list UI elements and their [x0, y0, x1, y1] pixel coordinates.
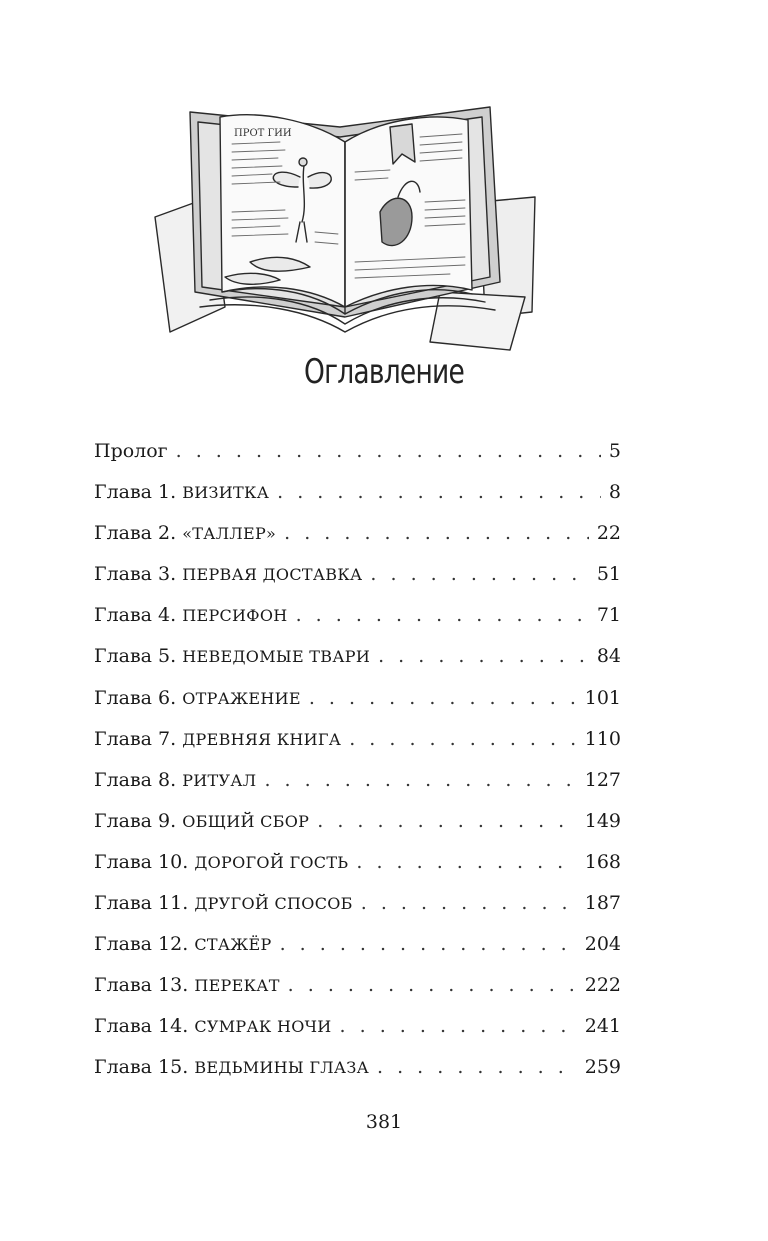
- toc-entry-page: 241: [584, 1015, 621, 1038]
- toc-entry-page: 22: [596, 522, 621, 545]
- toc-leader-dots: [296, 604, 589, 626]
- toc-entry: [94, 687, 621, 728]
- toc-entry-page: 187: [584, 892, 621, 915]
- toc-leader-dots: [356, 851, 576, 873]
- toc-entry-prefix: Глава 3.: [94, 563, 177, 586]
- toc-leader-dots: [277, 481, 601, 503]
- toc-entry: [94, 810, 621, 851]
- page-number: 381: [365, 1111, 403, 1133]
- toc-entry: [94, 1015, 621, 1056]
- toc-entry-label: [94, 810, 309, 832]
- toc-entry: [94, 769, 621, 810]
- toc-entry: [94, 728, 621, 769]
- toc-entry-title: ОБЩИЙ СБОР: [182, 811, 310, 831]
- toc-entry-title: ДРУГОЙ СПОСОБ: [194, 894, 353, 914]
- toc-entry-page: 222: [584, 974, 621, 997]
- open-book-illustration: [150, 92, 540, 357]
- toc-entry-title: ПЕРСИФОН: [182, 606, 288, 626]
- toc-entry-title: «ТАЛЛЕР»: [182, 524, 277, 544]
- toc-entry-prefix: Глава 5.: [94, 645, 177, 668]
- toc-entry-prefix: Глава 9.: [94, 809, 177, 832]
- toc-entry-label: [94, 481, 269, 503]
- table-of-contents: [94, 440, 621, 1098]
- toc-entry-label: [94, 974, 280, 996]
- toc-entry-label: [94, 1056, 369, 1078]
- toc-entry-prefix: Глава 8.: [94, 768, 177, 791]
- toc-entry-title: СУМРАК НОЧИ: [194, 1017, 332, 1037]
- toc-entry-title: ПЕРЕКАТ: [194, 976, 280, 996]
- illustration-page-heading: ПРОТ ГИИ: [234, 128, 292, 139]
- toc-entry-prefix: Глава 7.: [94, 727, 177, 750]
- toc-entry-title: ДОРОГОЙ ГОСТЬ: [194, 852, 349, 872]
- toc-leader-dots: [309, 687, 577, 709]
- toc-entry-page: 5: [608, 440, 621, 462]
- toc-entry-title: ДРЕВНЯЯ КНИГА: [182, 729, 342, 749]
- toc-entry-page: 71: [596, 604, 621, 627]
- toc-entry-prefix: Глава 10.: [94, 850, 189, 873]
- toc-entry-page: 149: [584, 809, 621, 832]
- toc-leader-dots: [176, 440, 601, 462]
- toc-entry-prefix: Глава 2.: [94, 522, 177, 545]
- toc-entry: [94, 522, 621, 563]
- toc-entry-label: [94, 604, 288, 626]
- toc-entry: [94, 892, 621, 933]
- toc-entry: [94, 604, 621, 645]
- toc-heading: Оглавление: [304, 352, 464, 392]
- toc-leader-dots: [377, 1056, 577, 1078]
- toc-entry-label: [94, 687, 301, 709]
- toc-entry-prefix: Глава 15.: [94, 1056, 189, 1079]
- toc-leader-dots: [280, 933, 577, 955]
- toc-entry-page: 84: [596, 645, 621, 668]
- toc-entry-prefix: Глава 11.: [94, 892, 189, 915]
- toc-entry: [94, 933, 621, 974]
- toc-entry: [94, 974, 621, 1015]
- toc-entry-label: [94, 892, 353, 914]
- toc-entry-label: [94, 728, 341, 750]
- toc-entry-label: [94, 522, 276, 544]
- toc-leader-dots: [340, 1015, 577, 1037]
- toc-entry-label: [94, 440, 168, 462]
- toc-entry-prefix: Пролог: [94, 440, 168, 462]
- toc-entry-page: 127: [584, 768, 621, 791]
- toc-entry: [94, 1056, 621, 1097]
- toc-entry-title: ВИЗИТКА: [182, 483, 270, 503]
- toc-entry-label: [94, 1015, 332, 1037]
- toc-entry: [94, 563, 621, 604]
- toc-entry-title: РИТУАЛ: [182, 770, 257, 790]
- toc-entry-title: ПЕРВАЯ ДОСТАВКА: [182, 565, 363, 585]
- toc-entry: [94, 440, 621, 481]
- toc-entry-prefix: Глава 4.: [94, 604, 177, 627]
- toc-entry-label: [94, 645, 370, 667]
- toc-entry-page: 51: [596, 563, 621, 586]
- toc-entry-prefix: Глава 13.: [94, 974, 189, 997]
- toc-entry-page: 110: [584, 727, 621, 750]
- toc-entry-title: ВЕДЬМИНЫ ГЛАЗА: [194, 1058, 370, 1078]
- toc-leader-dots: [288, 974, 577, 996]
- toc-entry-prefix: Глава 1.: [94, 481, 177, 504]
- toc-entry-page: 204: [584, 933, 621, 956]
- toc-entry-page: 168: [584, 850, 621, 873]
- toc-leader-dots: [284, 522, 589, 544]
- toc-entry-label: [94, 769, 256, 791]
- toc-leader-dots: [378, 645, 589, 667]
- toc-entry-prefix: Глава 12.: [94, 933, 189, 956]
- toc-leader-dots: [349, 728, 577, 750]
- toc-entry: [94, 645, 621, 686]
- toc-entry-prefix: Глава 14.: [94, 1015, 189, 1038]
- toc-entry-title: НЕВЕДОМЫЕ ТВАРИ: [182, 647, 371, 667]
- toc-leader-dots: [317, 810, 577, 832]
- toc-entry-title: СТАЖЁР: [194, 935, 272, 955]
- toc-entry-label: [94, 851, 348, 873]
- toc-leader-dots: [264, 769, 576, 791]
- toc-entry-title: ОТРАЖЕНИЕ: [182, 688, 301, 708]
- toc-leader-dots: [361, 892, 577, 914]
- toc-entry-page: 8: [608, 481, 621, 504]
- toc-entry-prefix: Глава 6.: [94, 686, 177, 709]
- toc-entry: [94, 851, 621, 892]
- toc-entry-label: [94, 933, 272, 955]
- toc-entry-label: [94, 563, 362, 585]
- toc-leader-dots: [370, 563, 588, 585]
- toc-entry: [94, 481, 621, 522]
- toc-entry-page: 259: [584, 1056, 621, 1079]
- toc-entry-page: 101: [584, 686, 621, 709]
